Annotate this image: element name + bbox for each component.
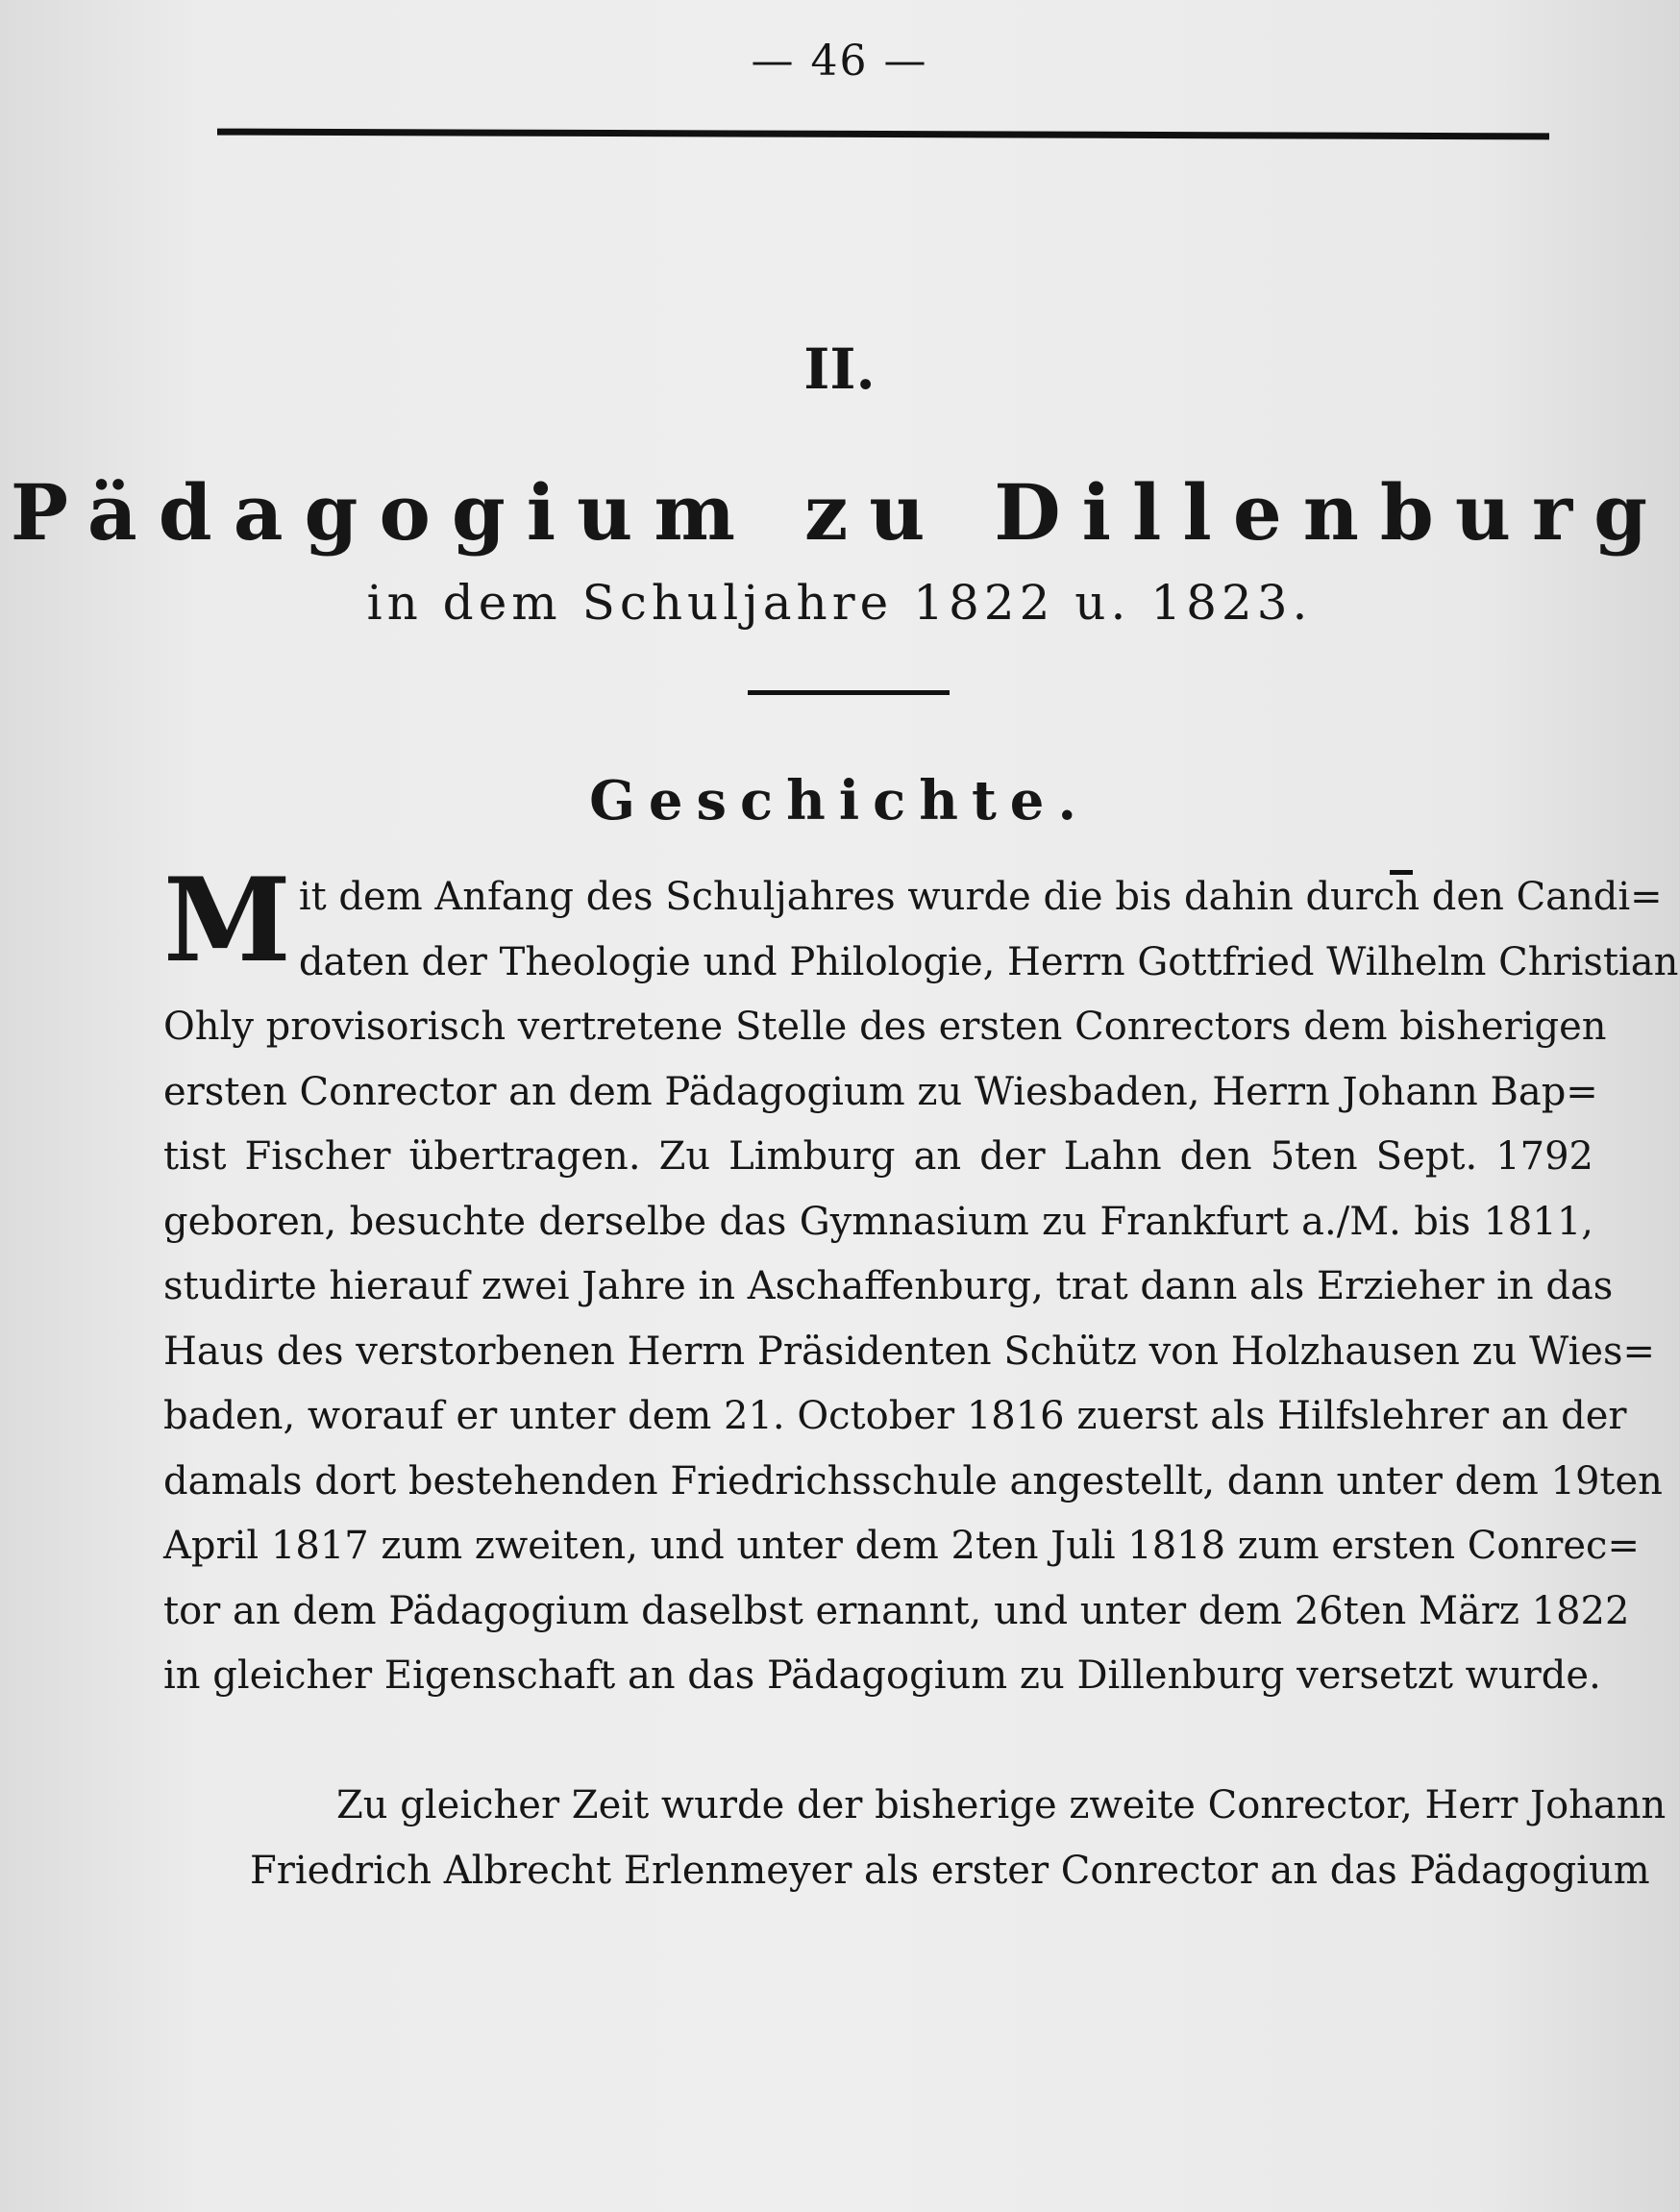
text-line: tor an dem Pädagogium daselbst ernannt, und unter dem 26ten März 1822	[163, 1588, 1630, 1633]
header-rule	[217, 129, 1549, 140]
text-line: it dem Anfang des Schuljahres wurde die bis dahin durch den Candi=	[298, 875, 1663, 919]
section-heading: Geschichte.	[589, 769, 1090, 833]
text-line: Zu gleicher Zeit wurde der bisherige zweite Conrector, Herr Johann	[336, 1783, 1667, 1827]
text-line: ersten Conrector an dem Pädagogium zu Wiesbaden, Herrn Johann Bap=	[163, 1069, 1598, 1114]
text-line: Ohly provisorisch vertretene Stelle des ersten Conrectors dem bisherigen	[163, 1005, 1607, 1049]
page-title: Pädagogium zu Dillenburg	[10, 467, 1669, 558]
paragraph-1	[163, 853, 1679, 1709]
text-line: geboren, besuchte derselbe das Gymnasium zu Frankfurt a./M. bis 1811,	[163, 1199, 1593, 1244]
text-line: April 1817 zum zweiten, und unter dem 2ten Juli 1818 zum ersten Conrec=	[163, 1524, 1640, 1568]
text-line: Haus des verstorbenen Herrn Präsidenten Schütz von Holzhausen zu Wies=	[163, 1329, 1656, 1374]
text-line: Friedrich Albrecht Erlenmeyer als erster Conrector an das Pädagogium	[250, 1848, 1650, 1893]
title-divider	[748, 690, 950, 695]
paragraph-2	[163, 1774, 1667, 1903]
text-line: baden, worauf er unter dem 21. October 1816 zuerst als Hilfslehrer an der	[163, 1394, 1627, 1438]
text-line: studirte hierauf zwei Jahre in Aschaffenburg, trat dann als Erzieher in das	[163, 1264, 1614, 1308]
page-number: — 46 —	[751, 37, 928, 86]
text-line: daten der Theologie und Philologie, Herrn Gottfried Wilhelm Christian	[298, 939, 1679, 984]
text-line: damals dort bestehenden Friedrichsschule angestellt, dann unter dem 19ten	[163, 1458, 1663, 1504]
section-number: II.	[803, 336, 876, 402]
text-line: in gleicher Eigenschaft an das Pädagogium zu Dillenburg versetzt wurde.	[163, 1653, 1601, 1698]
text-line: tist Fischer übertragen. Zu Limburg an der Lahn den 5ten Sept. 1792	[163, 1134, 1593, 1179]
drop-cap: M	[163, 853, 291, 988]
page-subtitle: in dem Schuljahre 1822 u. 1823.	[366, 575, 1313, 631]
